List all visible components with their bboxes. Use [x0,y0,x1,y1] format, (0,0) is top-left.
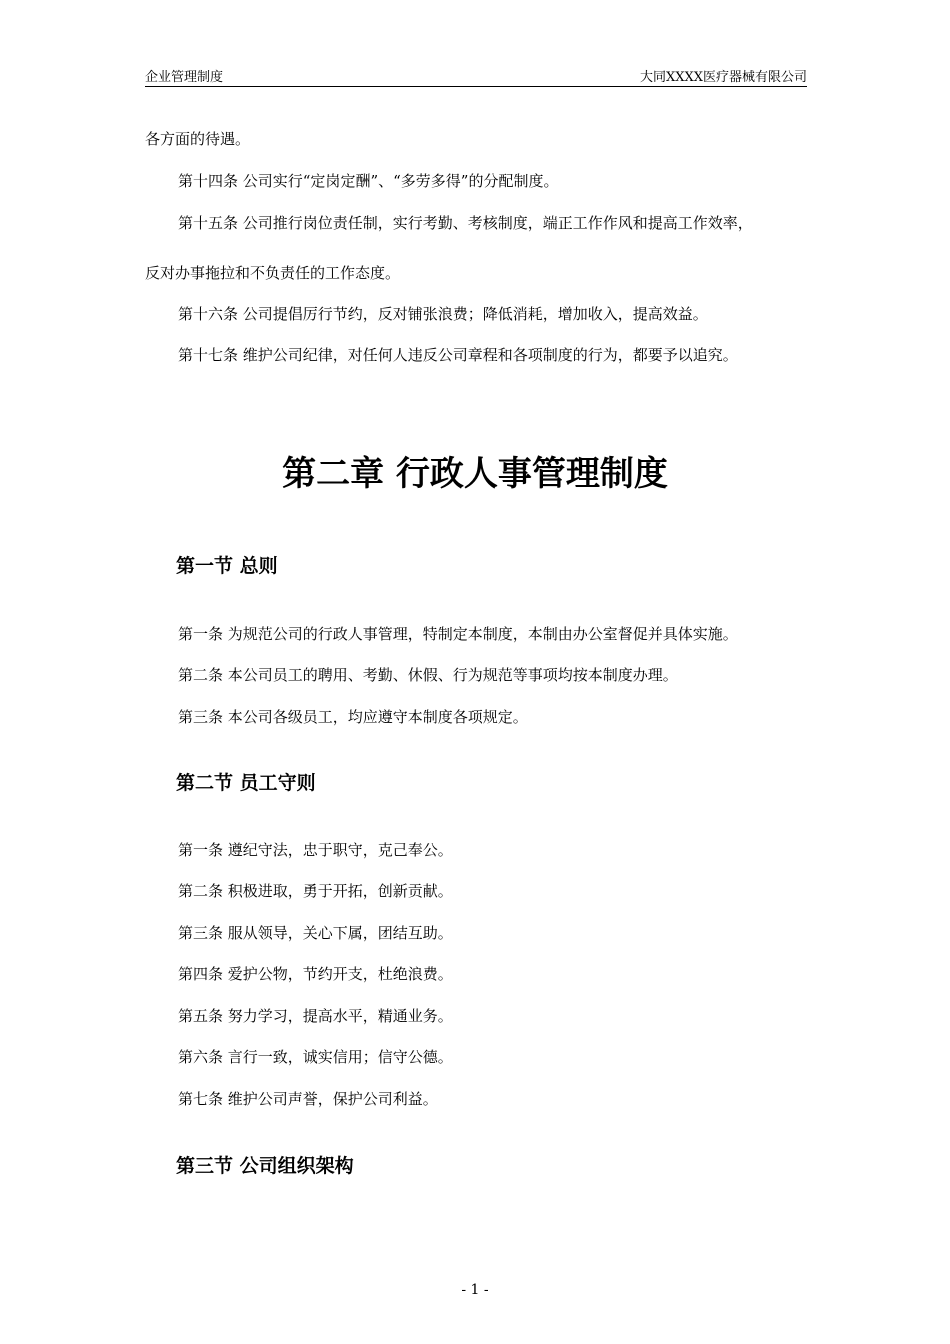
article-14: 第十四条 公司实行“定岗定酬”、“多劳多得”的分配制度。 [178,172,559,190]
article-15: 第十五条 公司推行岗位责任制，实行考勤、考核制度，端正工作作风和提高工作效率， [178,214,753,232]
header-left-text: 企业管理制度 [145,70,224,85]
list-item: 第四条 爱护公物，节约开支，杜绝浪费。 [178,965,453,983]
section-title-employee-code: 第二节 员工守则 [176,772,316,794]
article-15-continued: 反对办事拖拉和不负责任的工作态度。 [145,264,401,282]
list-item: 第五条 努力学习，提高水平，精通业务。 [178,1007,453,1025]
section-title-org-structure: 第三节 公司组织架构 [176,1155,354,1177]
page-header [145,66,807,87]
chapter-title: 第二章 行政人事管理制度 [282,454,668,494]
article-16: 第十六条 公司提倡厉行节约，反对铺张浪费；降低消耗，增加收入，提高效益。 [178,305,708,323]
list-item: 第一条 遵纪守法，忠于职守，克己奉公。 [178,841,453,859]
header-company-name: 大同XXXX医疗器械有限公司 [639,70,807,85]
list-item: 第三条 本公司各级员工，均应遵守本制度各项规定。 [178,708,528,726]
list-item: 第三条 服从领导，关心下属，团结互助。 [178,924,453,942]
list-item: 第二条 积极进取，勇于开拓，创新贡献。 [178,882,453,900]
list-item: 第二条 本公司员工的聘用、考勤、休假、行为规范等事项均按本制度办理。 [178,666,678,684]
intro-line: 各方面的待遇。 [145,130,251,148]
section-title-general: 第一节 总则 [176,555,278,577]
list-item: 第六条 言行一致，诚实信用；信守公德。 [178,1048,453,1066]
list-item: 第一条 为规范公司的行政人事管理，特制定本制度，本制由办公室督促并具体实施。 [178,625,738,643]
list-item: 第七条 维护公司声誉，保护公司利益。 [178,1090,438,1108]
page-number: - 1 - [461,1282,489,1298]
article-17: 第十七条 维护公司纪律，对任何人违反公司章程和各项制度的行为，都要予以追究。 [178,346,738,364]
